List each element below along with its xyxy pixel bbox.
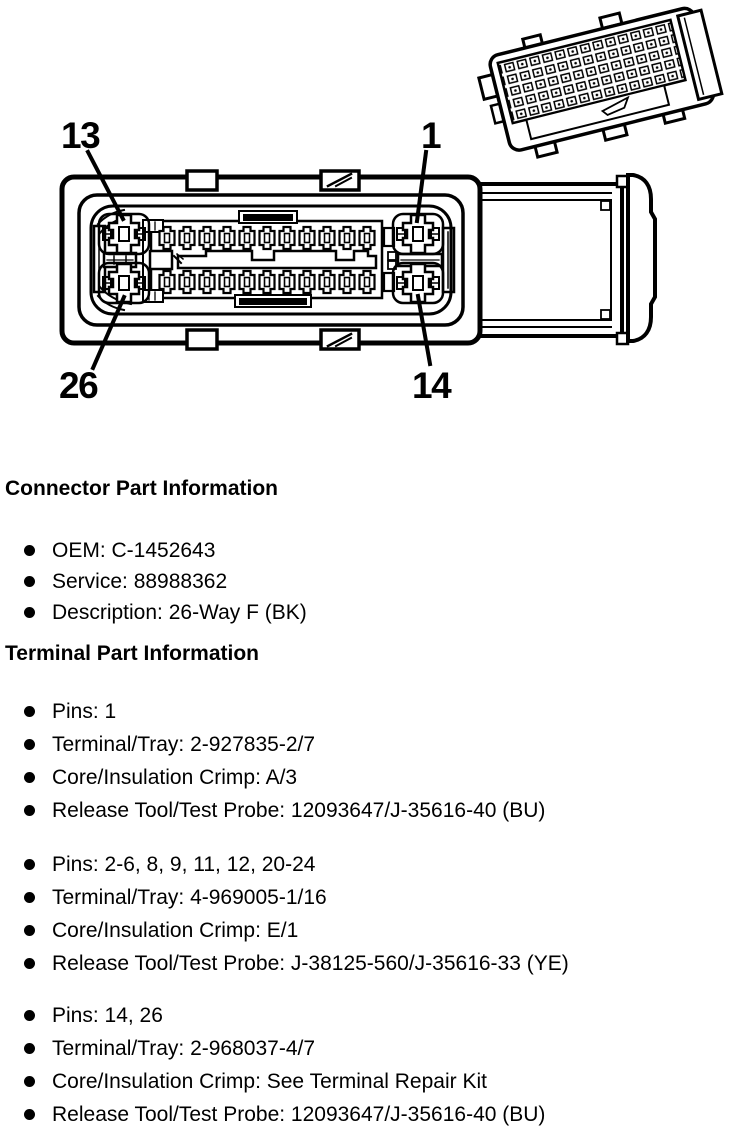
list-item-pins: Pins: 1 xyxy=(0,695,730,728)
pin-label-26: 26 xyxy=(59,365,98,406)
list-item-crimp: Core/Insulation Crimp: A/3 xyxy=(0,761,730,794)
pin-label-1: 1 xyxy=(421,115,441,156)
connector-info-list xyxy=(0,535,730,628)
list-item-release-tool: Release Tool/Test Probe: J-38125-560/J-35616-33 (YE) xyxy=(0,947,730,980)
list-item-crimp: Core/Insulation Crimp: See Terminal Repair Kit xyxy=(0,1065,730,1098)
list-item-release-tool: Release Tool/Test Probe: 12093647/J-35616-40 (BU) xyxy=(0,794,730,827)
connector-part-information-heading: Connector Part Information xyxy=(5,477,279,500)
terminal-group-3-list xyxy=(0,999,730,1131)
list-item-release-tool: Release Tool/Test Probe: 12093647/J-35616-40 (BU) xyxy=(0,1098,730,1131)
list-item-terminal-tray: Terminal/Tray: 2-927835-2/7 xyxy=(0,728,730,761)
terminal-part-information-heading: Terminal Part Information xyxy=(5,642,259,665)
terminal-group-2-list xyxy=(0,848,730,980)
terminal-group-1-list xyxy=(0,695,730,827)
list-item-pins: Pins: 14, 26 xyxy=(0,999,730,1032)
list-item-pins: Pins: 2-6, 8, 9, 11, 12, 20-24 xyxy=(0,848,730,881)
list-item-oem: OEM: C-1452643 xyxy=(0,535,730,566)
list-item-terminal-tray: Terminal/Tray: 4-969005-1/16 xyxy=(0,881,730,914)
list-item-crimp: Core/Insulation Crimp: E/1 xyxy=(0,914,730,947)
list-item-description: Description: 26-Way F (BK) xyxy=(0,597,730,628)
pin-label-13: 13 xyxy=(61,115,100,156)
list-item-service: Service: 88988362 xyxy=(0,566,730,597)
list-item-terminal-tray: Terminal/Tray: 2-968037-4/7 xyxy=(0,1032,730,1065)
pin-label-14: 14 xyxy=(412,365,451,406)
